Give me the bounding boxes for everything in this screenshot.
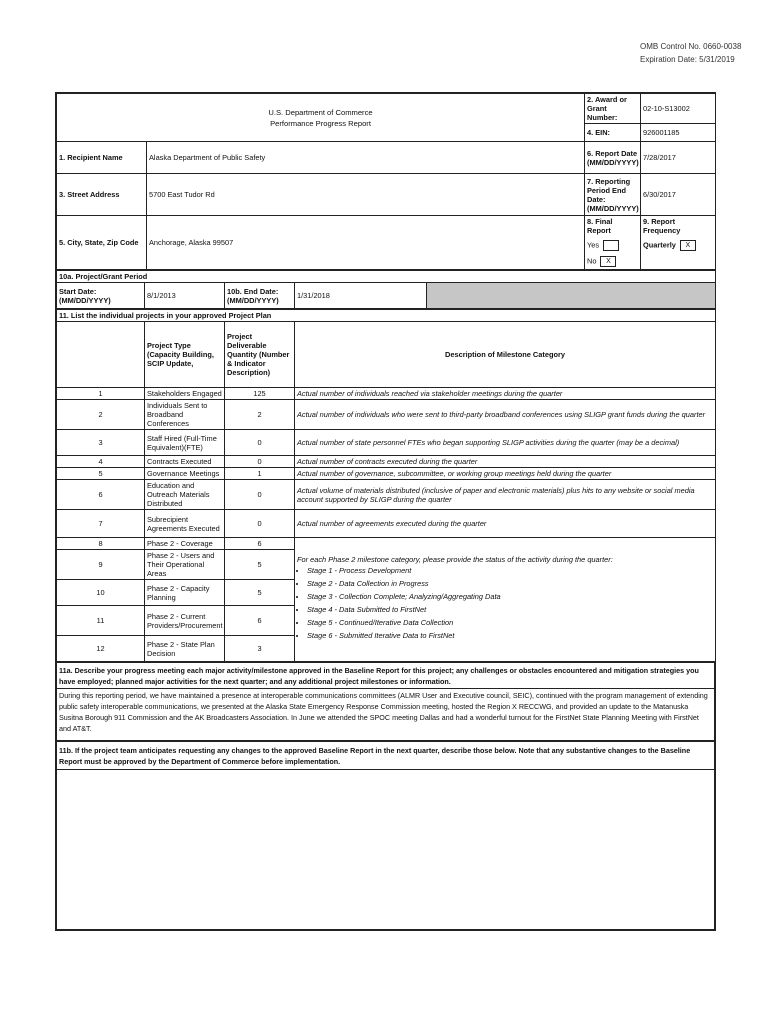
row-number: 4 [57, 456, 145, 468]
stage-item: • Stage 6 - Submitted Iterative Data to FirstNet [307, 631, 713, 640]
milestone-description: Actual number of contracts executed during the quarter [295, 456, 716, 468]
project-type: Phase 2 - Users and Their Operational Areas [145, 550, 225, 580]
project-type: Contracts Executed [145, 456, 225, 468]
end-date-value: 1/31/2018 [295, 283, 427, 309]
row-number: 3 [57, 430, 145, 456]
project-type: Staff Hired (Full-Time Equivalent)(FTE) [145, 430, 225, 456]
table-row [57, 468, 716, 480]
period-end-value: 6/30/2017 [641, 174, 716, 216]
header-blank [57, 322, 145, 388]
report-frequency-label: 9. Report Frequency [643, 217, 681, 235]
deliverable-quantity: 6 [225, 606, 295, 636]
stage-item: • Stage 1 - Process Development [307, 566, 713, 575]
project-type: Stakeholders Engaged [145, 388, 225, 400]
final-report-no [587, 256, 638, 267]
omb-expiration-date: Expiration Date: 5/31/2019 [640, 55, 735, 64]
col-project-type: Project Type (Capacity Building, SCIP Update, [145, 322, 225, 388]
deliverable-quantity: 0 [225, 456, 295, 468]
street-address-label: 3. Street Address [57, 174, 147, 216]
row-number: 2 [57, 400, 145, 430]
deliverable-quantity: 6 [225, 538, 295, 550]
stage-item: • Stage 2 - Data Collection in Progress [307, 579, 713, 588]
quarterly-label: Quarterly [643, 240, 676, 250]
period-table [56, 270, 716, 309]
row-number: 8 [57, 538, 145, 550]
period-end-label: 7. Reporting Period End Date: (MM/DD/YYYY) [585, 174, 641, 216]
stage-item: • Stage 3 - Collection Complete; Analyzing/Aggregating Data [307, 592, 713, 601]
table-row [57, 538, 716, 550]
end-date-label: 10b. End Date: (MM/DD/YYYY) [225, 283, 295, 309]
row-number: 11 [57, 606, 145, 636]
table-row [57, 388, 716, 400]
no-checkbox[interactable]: X [600, 256, 616, 267]
section-11a-text: During this reporting period, we have maintained a presence at interoperable communications committees (ALMR User and Executive council, SEIC), continued with the program management of extending public safety interoperable communications, we presented at the Alaska State Emergency Response Commission meeting, hosted the Region X RECCWG, and provided an update to the Matanuska Susitna Borough 911 Commission and the AK Broadcasters Association. In June we attended the SPOC meeting Dallas and had a wonderful turnout for the FirstNet State Planning Meeting with FirstNet and AT&T. [57, 689, 715, 741]
stage-list [297, 566, 713, 640]
section-11a-label: 11a. Describe your progress meeting each major activity/milestone approved in the Baseline Report for this project; any challenges or obstacles encountered and mitigation strategies you have employed; planned major activities for the next quarter; and any additional project milestones or information. [57, 663, 715, 689]
deliverable-quantity: 1 [225, 468, 295, 480]
col-milestone-description: Description of Milestone Category [295, 322, 716, 388]
shaded-cell [427, 283, 716, 309]
omb-control-number: OMB Control No. 0660-0038 [640, 42, 742, 51]
table-row [57, 430, 716, 456]
projects-section-label: 11. List the individual projects in your approved Project Plan [57, 310, 716, 322]
report-date-value: 7/28/2017 [641, 142, 716, 174]
deliverable-quantity: 5 [225, 580, 295, 606]
deliverable-quantity: 0 [225, 510, 295, 538]
ein-label: 4. EIN: [585, 124, 641, 142]
project-type: Phase 2 - Coverage [145, 538, 225, 550]
row-number: 12 [57, 636, 145, 662]
deliverable-quantity: 5 [225, 550, 295, 580]
project-type: Subrecipient Agreements Executed [145, 510, 225, 538]
row-number: 10 [57, 580, 145, 606]
yes-label: Yes [587, 240, 600, 250]
project-type: Governance Meetings [145, 468, 225, 480]
row-number: 6 [57, 480, 145, 510]
project-type: Phase 2 - Current Providers/Procurement [145, 606, 225, 636]
yes-checkbox[interactable] [603, 240, 619, 251]
table-row [57, 456, 716, 468]
award-number-value: 02-10-S13002 [641, 94, 716, 124]
start-date-value: 8/1/2013 [145, 283, 225, 309]
phase2-status-description [295, 538, 716, 662]
final-report-label: 8. Final Report [587, 217, 613, 235]
row-number: 9 [57, 550, 145, 580]
report-name: Performance Progress Report [270, 118, 371, 128]
agency-name: U.S. Department of Commerce [268, 107, 373, 117]
section-11b-label: 11b. If the project team anticipates requesting any changes to the approved Baseline Report in the next quarter, describe those below. Note that any substantive changes to the Baseline Report must be approved by the Department of Commerce before implementation. [57, 742, 715, 770]
project-type: Education and Outreach Materials Distributed [145, 480, 225, 510]
milestone-description: Actual number of individuals who were sent to third-party broadband conferences using SLIGP grant funds during the quarter [295, 400, 716, 430]
table-row [57, 510, 716, 538]
performance-progress-report-form [55, 92, 716, 931]
final-report-yes [587, 240, 638, 251]
header-table [56, 93, 716, 270]
quarterly-checkbox[interactable]: X [680, 240, 696, 251]
phase2-intro: For each Phase 2 milestone category, please provide the status of the activity during the quarter: [297, 555, 613, 564]
final-report-cell [585, 216, 641, 270]
project-type: Phase 2 - Capacity Planning [145, 580, 225, 606]
omb-info [640, 40, 760, 66]
recipient-name-value: Alaska Department of Public Safety [147, 142, 585, 174]
deliverable-quantity: 3 [225, 636, 295, 662]
deliverable-quantity: 125 [225, 388, 295, 400]
deliverable-quantity: 0 [225, 430, 295, 456]
award-number-label: 2. Award or Grant Number: [585, 94, 641, 124]
no-label: No [587, 256, 597, 266]
projects-table [56, 309, 716, 662]
city-state-zip-value: Anchorage, Alaska 99507 [147, 216, 585, 270]
project-type: Individuals Sent to Broadband Conferences [145, 400, 225, 430]
section-11a-table [56, 662, 715, 741]
stage-item: • Stage 4 - Data Submitted to FirstNet [307, 605, 713, 614]
section-11b-table [56, 741, 715, 930]
deliverable-quantity: 0 [225, 480, 295, 510]
quarterly-option [643, 240, 713, 251]
start-date-label: Start Date: (MM/DD/YYYY) [57, 283, 145, 309]
report-date-label: 6. Report Date (MM/DD/YYYY) [585, 142, 641, 174]
section-11b-response[interactable] [57, 770, 715, 930]
table-row [57, 400, 716, 430]
city-state-zip-label: 5. City, State, Zip Code [57, 216, 147, 270]
project-period-label: 10a. Project/Grant Period [57, 271, 716, 283]
ein-value: 926001185 [641, 124, 716, 142]
col-deliverable-quantity: Project Deliverable Quantity (Number & Indicator Description) [225, 322, 295, 388]
milestone-description: Actual number of agreements executed during the quarter [295, 510, 716, 538]
row-number: 5 [57, 468, 145, 480]
deliverable-quantity: 2 [225, 400, 295, 430]
table-row [57, 480, 716, 510]
street-address-value: 5700 East Tudor Rd [147, 174, 585, 216]
milestone-description: Actual number of governance, subcommittee, or working group meetings held during the quarter [295, 468, 716, 480]
row-number: 1 [57, 388, 145, 400]
project-type: Phase 2 - State Plan Decision [145, 636, 225, 662]
recipient-name-label: 1. Recipient Name [57, 142, 147, 174]
milestone-description: Actual number of state personnel FTEs who began supporting SLIGP activities during the quarter (may be a decimal) [295, 430, 716, 456]
milestone-description: Actual volume of materials distributed (inclusive of paper and electronic materials) plus hits to any website or social media account supported by SLIGP during the quarter [295, 480, 716, 510]
stage-item: • Stage 5 - Continued/Iterative Data Collection [307, 618, 713, 627]
report-frequency-cell [641, 216, 716, 270]
form-title [57, 94, 585, 142]
row-number: 7 [57, 510, 145, 538]
milestone-description: Actual number of individuals reached via stakeholder meetings during the quarter [295, 388, 716, 400]
